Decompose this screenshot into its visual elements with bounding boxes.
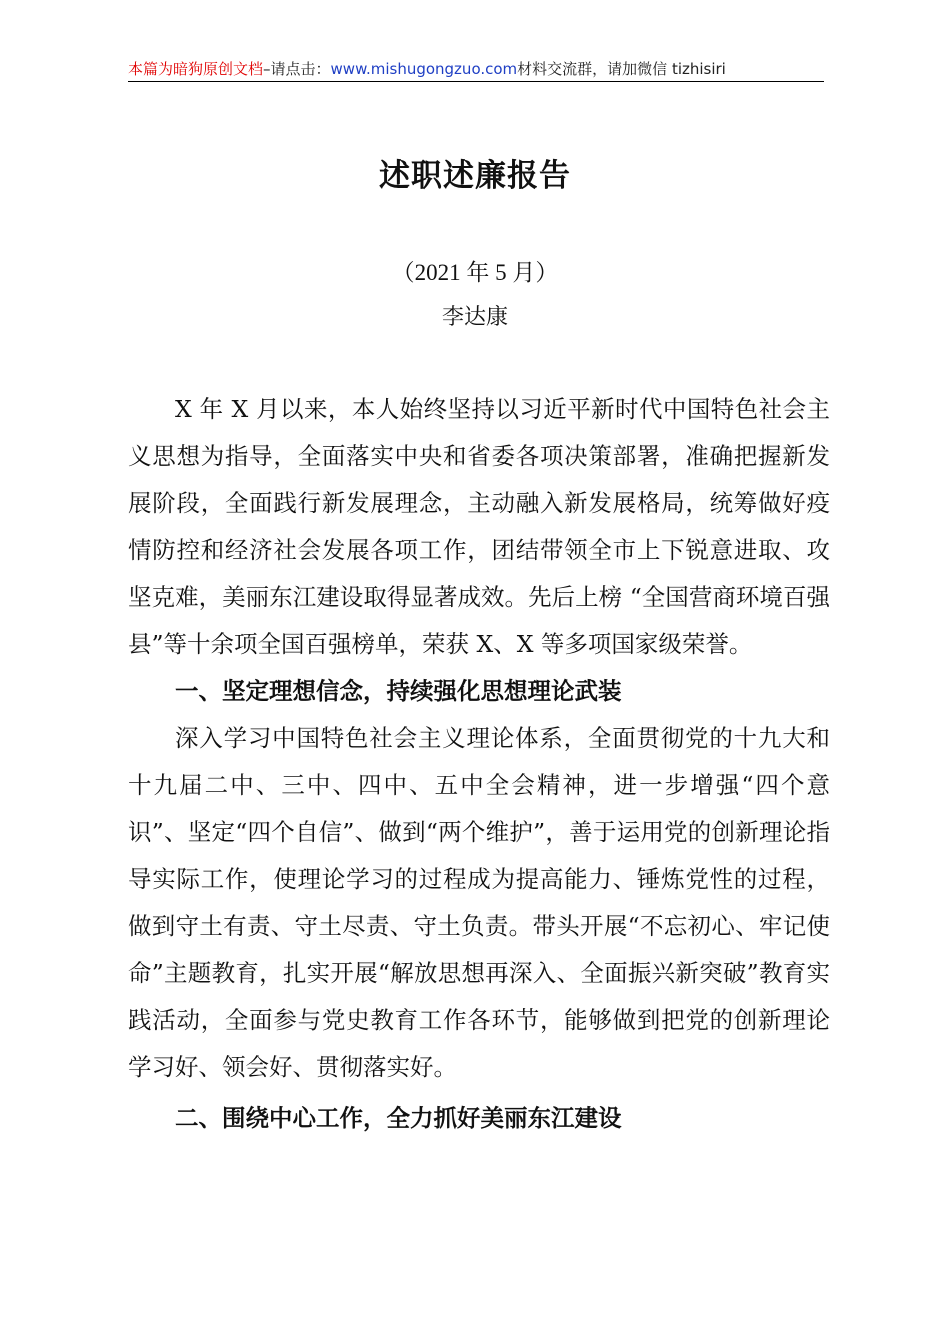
header-notice-red: 本篇为暗狗原创文档 [128,60,264,78]
section-1-paragraph: 深入学习中国特色社会主义理论体系，全面贯彻党的十九大和十九届二中、三中、四中、五中全会精神，进一步增强“四个意识”、坚定“四个自信”、做到“两个维护”，善于运用党的创新理论指导实际工作，使理论学习的过程成为提高能力、锤炼党性的过程，做到守土有责、守土尽责、守土负责。带头开展“不忘初心、牢记使命”主题教育，扎实开展“解放思想再深入、全面振兴新突破”教育实践活动，全面参与党史教育工作各环节，能够做到把党的创新理论学习好、领会好、贯彻落实好。 [128,724,830,1081]
header-notice-mid: –请点击： [263,60,331,78]
page-header [128,58,824,80]
header-divider [128,81,824,82]
header-link[interactable]: www.mishugongzuo.com [330,60,518,78]
document-body [128,386,830,1142]
section-1-heading: 一、坚定理想信念，持续强化思想理论武装 [175,677,622,705]
document-author: 李达康 [441,305,508,330]
header-notice-tail: 材料交流群，请加微信 tizhisiri [517,60,726,78]
intro-paragraph: X 年 X 月以来，本人始终坚持以习近平新时代中国特色社会主义思想为指导，全面落实中央和省委各项决策部署，准确把握新发展阶段，全面践行新发展理念，主动融入新发展格局，统筹做好疫情防控和经济社会发展各项工作，团结带领全市上下锐意进取、攻坚克难，美丽东江建设取得显著成效。先后上榜 “全国营商环境百强县”等十余项全国百强榜单，荣获 X、X 等多项国家级荣誉。 [128,395,830,658]
section-2-heading: 二、围绕中心工作，全力抓好美丽东江建设 [175,1104,622,1132]
document-title: 述职述廉报告 [379,158,571,194]
document-date: （2021 年 5 月） [391,260,559,285]
